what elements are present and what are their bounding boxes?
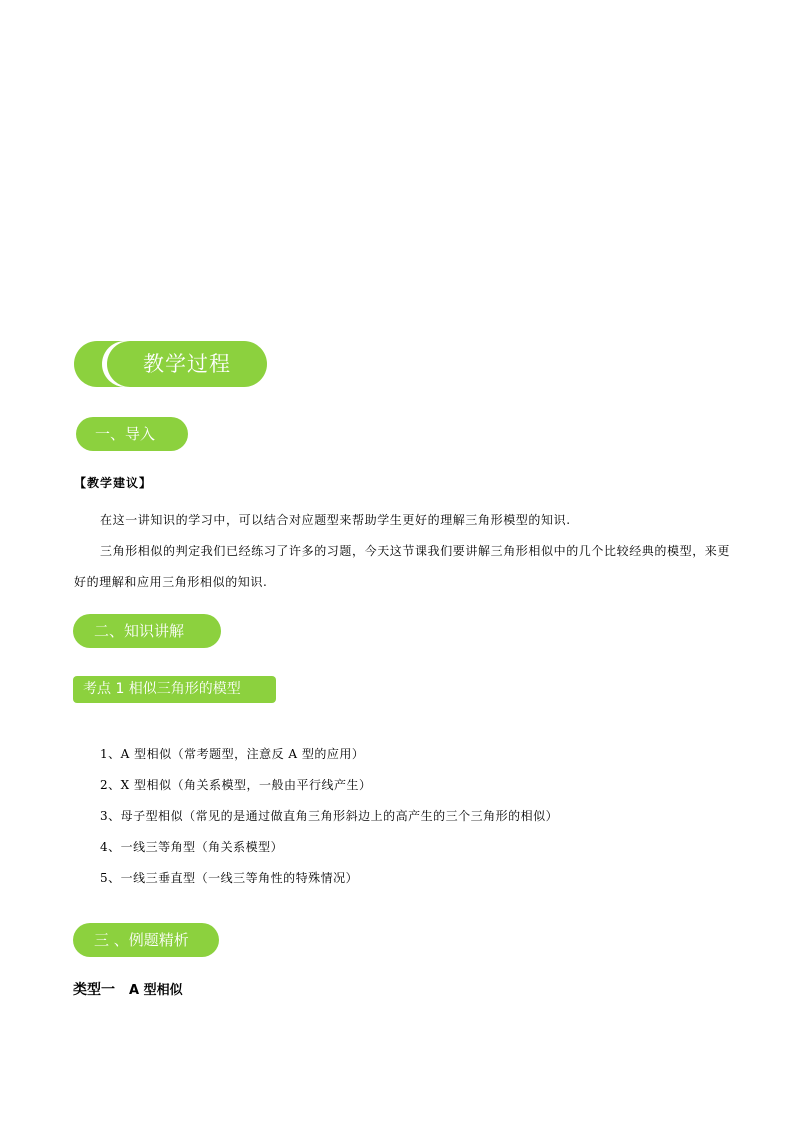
teaching-suggestion-paragraph: 在这一讲知识的学习中，可以结合对应题型来帮助学生更好的理解三角形模型的知识.: [100, 513, 571, 527]
type-heading-prefix: 类型一: [73, 982, 115, 998]
teaching-suggestion-title: 【教学建议】: [74, 476, 153, 490]
list-item: 1、A 型相似（常考题型，注意反 A 型的应用）: [100, 747, 365, 761]
heading-intro: 一、导入: [76, 417, 188, 451]
list-item: 3、母子型相似（常见的是通过做直角三角形斜边上的高产生的三个三角形的相似）: [100, 809, 559, 823]
model-list: [100, 739, 558, 894]
heading-examples: 三 、例题精析: [73, 923, 219, 957]
section-header: [74, 341, 268, 387]
kaodian-tag: 考点 1 相似三角形的模型: [73, 676, 276, 703]
type-heading: [73, 979, 183, 999]
type-heading-name: A 型相似: [129, 983, 183, 998]
list-item: 2、X 型相似（角关系模型，一般由平行线产生）: [100, 778, 372, 792]
list-item: 4、一线三等角型（角关系模型）: [100, 840, 284, 854]
heading-knowledge: 二、知识讲解: [73, 614, 221, 648]
teaching-suggestion-paragraph: 三角形相似的判定我们已经练习了许多的习题，今天这节课我们要讲解三角形相似中的几个比较经典的模型，来更好的理解和应用三角形相似的知识.: [74, 544, 731, 589]
list-item: 5、一线三垂直型（一线三等角性的特殊情况）: [100, 871, 359, 885]
section-header-title: 教学过程: [143, 352, 231, 376]
